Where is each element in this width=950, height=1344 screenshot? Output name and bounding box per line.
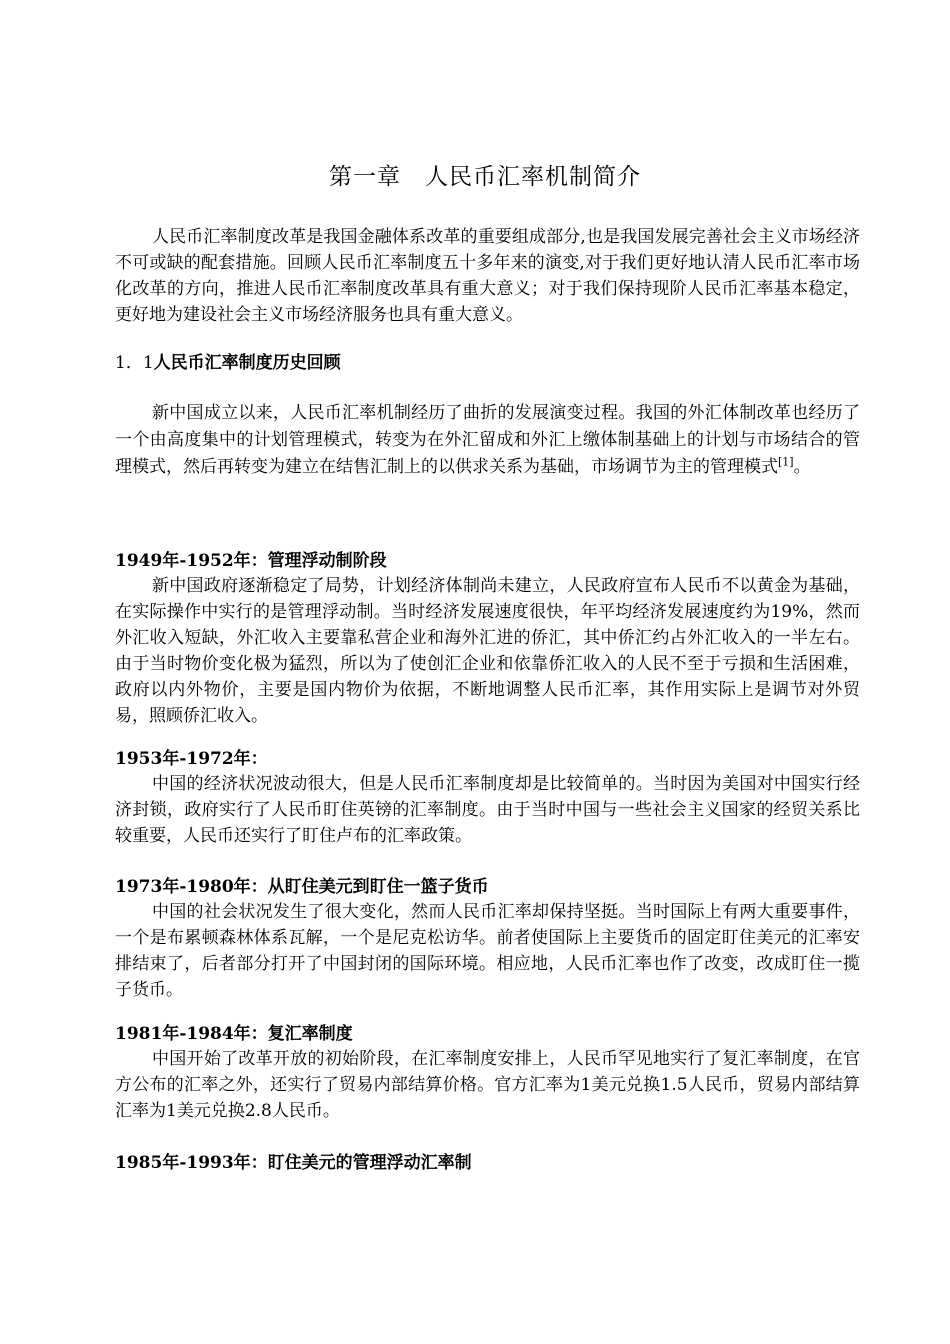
chapter-title: 第一章 人民币汇率机制简介 (329, 164, 641, 190)
period-paragraph: 中国的社会状况发生了很大变化，然而人民币汇率却保持坚挺。当时国际上有两大重要事件，一个是布累顿森林体系瓦解，一个是尼克松访华。前者使国际上主要货币的固定盯住美元的汇率安排结束了，后者部分打开了中国封闭的国际环境。相应地，人民币汇率也作了改变，改成盯住一揽子货币。 (115, 902, 860, 1000)
section-1-1-body: 新中国成立以来，人民币汇率机制经历了曲折的发展演变过程。我国的外汇体制改革也经历了一个由高度集中的计划管理模式，转变为在外汇留成和外汇上缴体制基础上的计划与市场结合的管理模式，然后再转变为建立在结售汇制上的以供求关系为基础，市场调节为主的管理模式 (115, 403, 860, 477)
citation-reference: [1] (778, 455, 794, 469)
section-1-1-paragraph (115, 400, 860, 481)
period-paragraph: 中国开始了改革开放的初始阶段，在汇率制度安排上，人民币罕见地实行了复汇率制度，在官方公布的汇率之外，还实行了贸易内部结算价格。官方汇率为1美元兑换1.5人民币，贸易内部结算汇率为1美元兑换2.8人民币。 (115, 1049, 860, 1121)
period-heading: 1953年-1972年： (115, 749, 268, 769)
chapter-intro-paragraph: 人民币汇率制度改革是我国金融体系改革的重要组成部分,也是我国发展完善社会主义市场经济不可或缺的配套措施。回顾人民币汇率制度五十多年来的演变,对于我们更好地认清人民币汇率市场化改革的方向，推进人民币汇率制度改革具有重大意义；对于我们保持现阶人民币汇率基本稳定，更好地为建设社会主义市场经济服务也具有重大意义。 (115, 227, 860, 325)
period-heading: 1981年-1984年：复汇率制度 (115, 1024, 353, 1044)
period-heading: 1973年-1980年：从盯住美元到盯住一篮子货币 (115, 877, 489, 897)
section-title: 人民币汇率制度历史回顾 (153, 353, 341, 373)
period-heading: 1949年-1952年：管理浮动制阶段 (115, 551, 387, 571)
section-heading-1-1 (115, 350, 860, 376)
section-1-1-end: 。 (793, 457, 811, 477)
period-heading: 1985年-1993年：盯住美元的管理浮动汇率制 (115, 1153, 472, 1173)
section-number: 1．1 (115, 353, 154, 373)
period-paragraph: 中国的经济状况波动很大，但是人民币汇率制度却是比较简单的。当时因为美国对中国实行经济封锁，政府实行了人民币盯住英镑的汇率制度。由于当时中国与一些社会主义国家的经贸关系比较重要，人民币还实行了盯住卢布的汇率政策。 (115, 774, 860, 846)
period-paragraph: 新中国政府逐渐稳定了局势，计划经济体制尚未建立，人民政府宣布人民币不以黄金为基础，在实际操作中实行的是管理浮动制。当时经济发展速度很快，年平均经济发展速度约为19%，然而外汇收入短缺，外汇收入主要靠私营企业和海外汇进的侨汇，其中侨汇约占外汇收入的一半左右。由于当时物价变化极为猛烈，所以为了使创汇企业和依靠侨汇收入的人民不至于亏损和生活困难，政府以内外物价，主要是国内物价为依据，不断地调整人民币汇率，其作用实际上是调节对外贸易，照顾侨汇收入。 (115, 576, 860, 726)
